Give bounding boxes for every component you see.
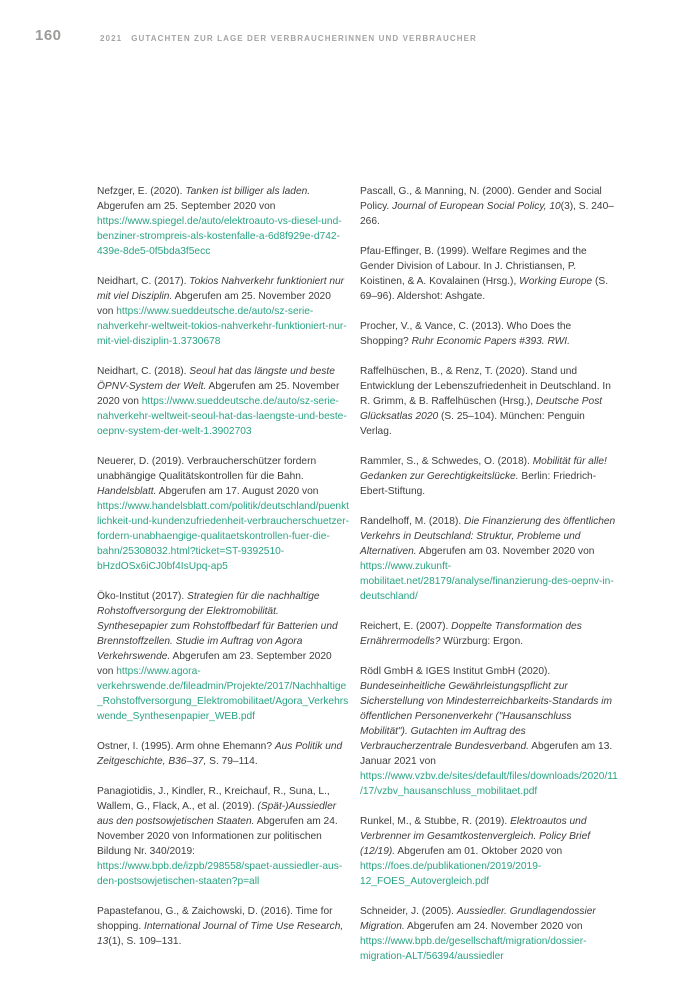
reference-text: Abgerufen am 25. November 2020 von xyxy=(97,381,340,407)
reference-text: Randelhoff, M. (2018). xyxy=(360,516,465,527)
reference-text: Working Europe xyxy=(519,276,593,287)
references-column-right xyxy=(360,184,619,979)
reference-text: Runkel, M., & Stubbe, R. (2019). xyxy=(360,816,511,827)
reference-text: (3), S. 240–266. xyxy=(360,201,614,227)
reference-text: (S. 25–104). München: Penguin Verlag. xyxy=(360,411,585,437)
reference-text: Tanken ist billiger als laden. xyxy=(185,186,311,197)
reference-text: Schneider, J. (2005). xyxy=(360,906,457,917)
reference-text: Pascall, G., & Manning, N. (2000). Gender and Social Policy. xyxy=(360,186,602,212)
reference-text: Procher, V., & Vance, C. (2013). Who Does the Shopping? xyxy=(360,321,572,347)
reference-text: Neidhart, C. (2017). xyxy=(97,276,190,287)
reference-link[interactable]: https://foes.de/publikationen/2019/2019-12_FOES_Autovergleich.pdf xyxy=(360,861,542,887)
reference-entry xyxy=(360,454,619,499)
reference-text: Pfau-Effinger, B. (1999). Welfare Regimes and the Gender Division of Labour. In J. Christiansen, P. Koistinen, & A. Kovalainen (Hrsg.), xyxy=(360,246,587,287)
reference-entry xyxy=(360,664,619,799)
reference-link[interactable]: https://www.agora-verkehrswende.de/fileadmin/Projekte/2017/Nachhaltige_Rohstoffversorgung_Elektromobilitaet/Agora_Verkehrswende_Synthesenpapier_WEB.pdf xyxy=(97,666,349,722)
references-column-left xyxy=(97,184,350,964)
reference-text: (Spät-)Aussiedler aus den postsowjetischen Staaten. xyxy=(97,801,337,827)
reference-entry xyxy=(97,784,350,889)
reference-entry xyxy=(97,364,350,439)
reference-text: Die Finanzierung des öffentlichen Verkehrs in Deutschland: Struktur, Probleme und Alternativen. xyxy=(360,516,616,557)
reference-entry xyxy=(97,274,350,349)
reference-text: Ruhr Economic Papers #393. RWI. xyxy=(411,336,570,347)
running-header xyxy=(100,34,477,43)
reference-text: Seoul hat das längste und beste ÖPNV-System der Welt. xyxy=(97,366,335,392)
reference-text: Nefzger, E. (2020). xyxy=(97,186,186,197)
reference-entry xyxy=(360,184,619,229)
reference-link[interactable]: https://www.bpb.de/izpb/298558/spaet-aussiedler-aus-den-postsowjetischen-staaten?p=all xyxy=(97,861,343,887)
reference-text: Tokios Nahverkehr funktioniert nur mit viel Disziplin. xyxy=(97,276,345,302)
reference-text: (1), S. 109–131. xyxy=(108,936,182,947)
reference-text: Abgerufen am 24. November 2020 von xyxy=(404,921,583,932)
reference-text: Elektroautos und Verbrenner im Gesamtkostenvergleich. Policy Brief (12/19). xyxy=(360,816,591,857)
reference-text: Abgerufen am 24. November 2020 von Informationen zur politischen Bildung Nr. 340/2019: xyxy=(97,816,338,857)
reference-entry xyxy=(97,454,350,574)
reference-text: Öko-Institut (2017). xyxy=(97,591,188,602)
reference-entry xyxy=(360,814,619,889)
reference-entry xyxy=(360,364,619,439)
page-number: 160 xyxy=(35,27,62,44)
reference-text: Reichert, E. (2007). xyxy=(360,621,452,632)
reference-text: Panagiotidis, J., Kindler, R., Kreichauf, R., Suna, L., Wallem, G., Flack, A., et al. (2019). xyxy=(97,786,330,812)
reference-link[interactable]: https://www.vzbv.de/sites/default/files/downloads/2020/11/17/vzbv_hausanschluss_mobilitaet.pdf xyxy=(360,771,618,797)
reference-link[interactable]: https://www.sueddeutsche.de/auto/sz-serie-nahverkehr-weltweit-tokios-nahverkehr-funktioniert-nur-mit-viel-disziplin-1.3730678 xyxy=(97,306,347,347)
reference-text: (S. 69–96). Aldershot: Ashgate. xyxy=(360,276,609,302)
reference-entry xyxy=(360,319,619,349)
reference-text: Strategien für die nachhaltige Rohstoffversorgung der Elektromobilität. Synthesepapier zum Rohstoffbedarf für Batterien und Brennstoffzellen. Studie im Auftrag von Agora Verkehrswende. xyxy=(97,591,338,662)
reference-link[interactable]: https://www.bpb.de/gesellschaft/migration/dossier-migration-ALT/56394/aussiedler xyxy=(360,936,587,962)
reference-text: Abgerufen am 25. September 2020 von xyxy=(97,201,276,212)
reference-text: Rödl GmbH & IGES Institut GmbH (2020). xyxy=(360,666,551,677)
reference-link[interactable]: https://www.handelsblatt.com/politik/deutschland/puenktlichkeit-und-kundenzufriedenheit-verbraucherschuetzer-fordern-unabhaengige-qualitaetskontrollen-fuer-die-bahn/25308032.html?ticket=ST-9392510-bHzdOSx6iCJ0bf4IsUpq-ap5 xyxy=(97,501,350,572)
reference-entry xyxy=(97,184,350,259)
reference-text: Doppelte Transformation des Ernährermodells? xyxy=(360,621,582,647)
reference-entry xyxy=(97,904,350,949)
reference-text: Neidhart, C. (2018). xyxy=(97,366,190,377)
reference-text: Aus Politik und Zeitgeschichte, B36–37, xyxy=(97,741,343,767)
reference-text: Abgerufen am 17. August 2020 von xyxy=(156,486,319,497)
reference-link[interactable]: https://www.sueddeutsche.de/auto/sz-serie-nahverkehr-weltweit-seoul-hat-das-laengste-und-beste-oepnv-system-der-welt-1.3902703 xyxy=(97,396,347,437)
reference-text: Berlin: Friedrich-Ebert-Stiftung. xyxy=(360,471,597,497)
reference-text: Abgerufen am 01. Oktober 2020 von xyxy=(395,846,563,857)
reference-entry xyxy=(360,904,619,964)
reference-text: Abgerufen am 25. November 2020 von xyxy=(97,291,331,317)
reference-text: Abgerufen am 13. Januar 2021 von xyxy=(360,741,613,767)
reference-text: Deutsche Post Glücksatlas 2020 xyxy=(360,396,603,422)
reference-entry xyxy=(360,514,619,604)
reference-entry xyxy=(97,589,350,724)
reference-link[interactable]: https://www.spiegel.de/auto/elektroauto-vs-diesel-und-benziner-strompreis-als-kostenfalle-a-6d8f929e-d742-439e-8de5-0f5bda3f5ecc xyxy=(97,216,342,257)
reference-text: Abgerufen am 23. September 2020 von xyxy=(97,651,332,677)
reference-entry xyxy=(360,244,619,304)
running-header-title: GUTACHTEN ZUR LAGE DER VERBRAUCHERINNEN UND VERBRAUCHER xyxy=(131,34,477,43)
reference-text: Neuerer, D. (2019). Verbraucherschützer fordern unabhängige Qualitätskontrollen für die Bahn. xyxy=(97,456,317,482)
reference-text: Rammler, S., & Schwedes, O. (2018). xyxy=(360,456,533,467)
reference-text: Würzburg: Ergon. xyxy=(440,636,524,647)
reference-text: Bundeseinheitliche Gewährleistungspflicht zur Sicherstellung von Mindesterreichbarkeits-Standards im öffentlichen Personenverkehr ("Hausanschluss Mobilität"). Gutachten im Auftrag des Verbraucherzentrale Bundesverband. xyxy=(360,681,612,752)
reference-text: S. 79–114. xyxy=(206,756,258,767)
reference-text: International Journal of Time Use Research, 13 xyxy=(97,921,344,947)
reference-text: Handelsblatt. xyxy=(97,486,157,497)
reference-text: Mobilität für alle! Gedanken zur Gerechtigkeitslücke. xyxy=(360,456,607,482)
reference-link[interactable]: https://www.zukunft-mobilitaet.net/28179/analyse/finanzierung-des-oepnv-in-deutschland/ xyxy=(360,561,614,602)
reference-text: Journal of European Social Policy, 10 xyxy=(392,201,561,212)
reference-text: Raffelhüschen, B., & Renz, T. (2020). Stand und Entwicklung der Lebenszufriedenheit in Deutschland. In R. Grimm, & B. Raffelhüschen (Hrsg.), xyxy=(360,366,611,407)
reference-text: Papastefanou, G., & Zaichowski, D. (2016). Time for shopping. xyxy=(97,906,333,932)
reference-entry xyxy=(360,619,619,649)
reference-entry xyxy=(97,739,350,769)
reference-text: Aussiedler. Grundlagendossier Migration. xyxy=(360,906,596,932)
running-header-year: 2021 xyxy=(100,34,123,43)
reference-text: Ostner, I. (1995). Arm ohne Ehemann? xyxy=(97,741,275,752)
reference-text: Abgerufen am 03. November 2020 von xyxy=(416,546,595,557)
